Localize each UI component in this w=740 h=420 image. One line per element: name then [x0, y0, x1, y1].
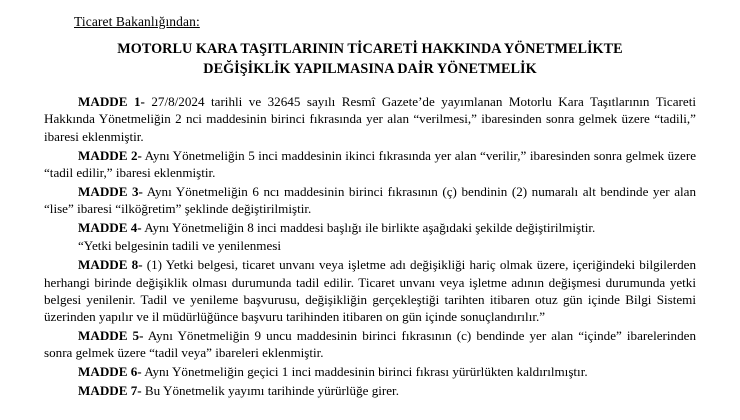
article-text: Aynı Yönetmeliğin geçici 1 inci maddesinin birinci fıkrası yürürlükten kaldırılmıştır. — [141, 363, 588, 379]
article-subheading — [44, 237, 696, 254]
article-label: MADDE 4- — [78, 219, 142, 235]
article-text: 27/8/2024 tarihli ve 32645 sayılı Resmî Gazete’de yayımlanan Motorlu Kara Taşıtlarının Ticareti Hakkında Yönetmeliğin 2 nci maddesinin birinci fıkrasında yer alan “verilmesi,” ibaresinden sonra gelmek üzere “tadili,” ibaresi eklenmiştir. — [44, 94, 696, 144]
article-text: Aynı Yönetmeliğin 8 inci maddesi başlığı ile birlikte aşağıdaki şekilde değiştirilmiştir. — [141, 219, 596, 235]
article-paragraph — [44, 183, 696, 218]
article-text: Aynı Yönetmeliğin 9 uncu maddesinin birinci fıkrasının (c) bendinde yer alan “içinde” ibarelerinden sonra gelmek üzere “tadil veya” ibareleri eklenmiştir. — [44, 327, 696, 361]
document-title-line-1: MOTORLU KARA TAŞITLARININ TİCARETİ HAKKINDA YÖNETMELİKTE — [117, 41, 623, 57]
document-title-line-2: DEĞİŞİKLİK YAPILMASINA DAİR YÖNETMELİK — [203, 60, 537, 77]
article-paragraph — [44, 93, 696, 145]
document-title — [70, 40, 670, 79]
article-paragraph — [44, 147, 696, 182]
article-text: “Yetki belgesinin tadili ve yenilenmesi — [78, 238, 282, 254]
article-text: (1) Yetki belgesi, ticaret unvanı veya işletme adı değişikliği hariç olmak üzere, içeriğindeki bilgilerden herhangi birinde değişiklik olması durumunda tadil edilir. Ticaret unvanı veya işletme adının değişmesi durumunda yetki belgesi yenilenir. Tadil ve yenileme başvurusu, değişikliğin gerçekleştiği tarihten itibaren otuz gün içinde Bilgi Sistemi üzerinden yapılır ve il müdürlüğünce başvuru tarihinden itibaren on gün içinde sonuçlandırılır.” — [44, 257, 697, 325]
article-label: MADDE 5- — [78, 327, 144, 343]
article-paragraph — [44, 327, 696, 362]
article-paragraph — [44, 382, 696, 399]
article-paragraph — [44, 219, 696, 236]
article-text: Aynı Yönetmeliğin 6 ncı maddesinin birinci fıkrasının (ç) bendinin (2) numaralı alt bendinde yer alan “lise” ibaresi “ilköğretim” şeklinde değiştirilmiştir. — [44, 183, 697, 216]
article-text: Aynı Yönetmeliğin 5 inci maddesinin ikinci fıkrasında yer alan “verilir,” ibaresinden sonra gelmek üzere “tadil edilir,” ibaresi eklenmiştir. — [44, 147, 697, 180]
article-label: MADDE 6- — [78, 363, 142, 379]
article-label: MADDE 1- — [78, 94, 145, 110]
article-paragraph — [44, 363, 696, 380]
document-issuer: Ticaret Bakanlığından: — [74, 14, 200, 29]
article-text: Bu Yönetmelik yayımı tarihinde yürürlüğe girer. — [141, 382, 399, 398]
article-label: MADDE 2- — [78, 147, 142, 163]
article-label: MADDE 8- — [78, 257, 143, 273]
article-paragraph — [44, 256, 696, 325]
document-body — [44, 93, 696, 399]
article-label: MADDE 7- — [78, 382, 142, 398]
article-label: MADDE 3- — [78, 183, 143, 199]
